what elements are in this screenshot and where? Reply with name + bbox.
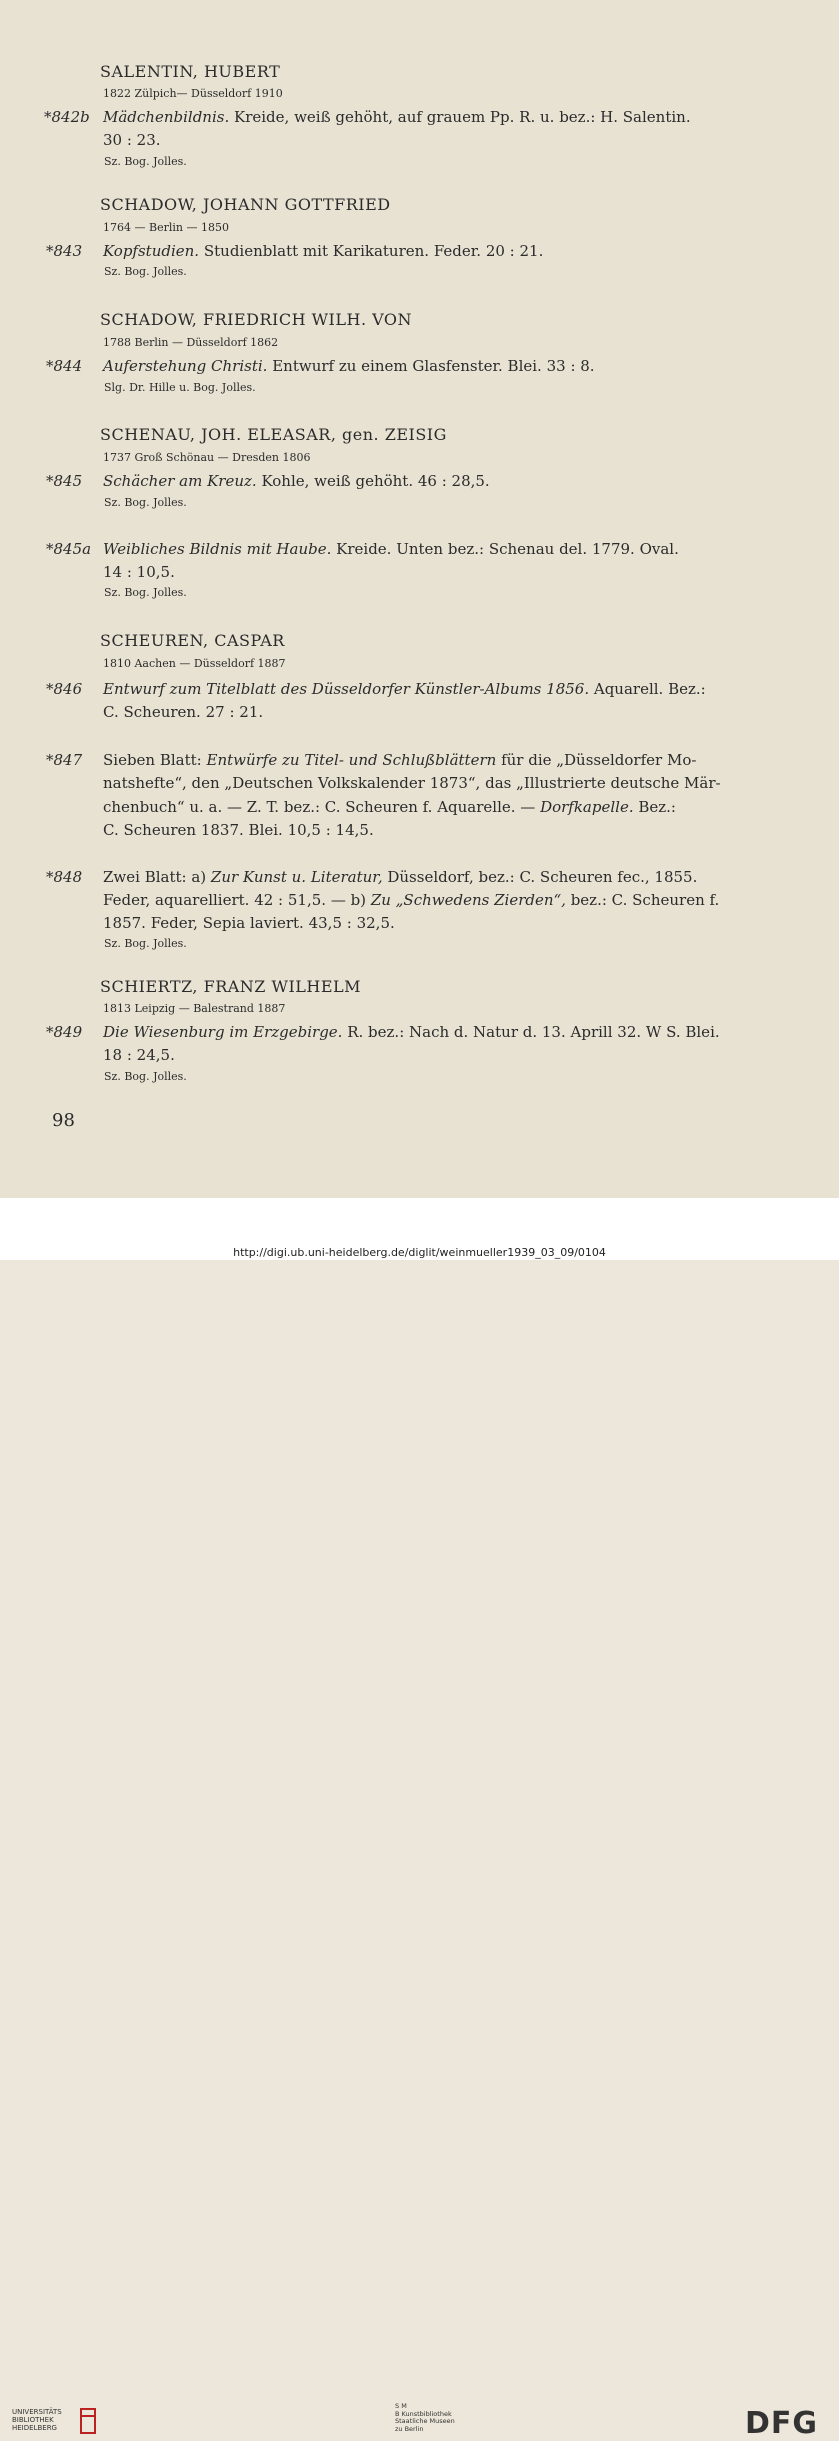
lot-number: *845a [46,540,92,558]
lot-provenance: Sz. Bog. Jolles. [104,937,187,950]
lot-description: Sieben Blatt: Entwürfe zu Titel- und Schlußblättern für die „Düsseldorfer Mo- [103,751,697,769]
lot-number: *849 [46,1023,83,1041]
artist-name: SCHADOW, JOHANN GOTTFRIED [100,195,391,214]
lot-description-cont: 14 : 10,5. [103,563,175,581]
lot-title: Zur Kunst u. Literatur, [210,868,383,886]
lot-description-cont: C. Scheuren 1837. Blei. 10,5 : 14,5. [103,821,374,839]
lot-title: Mädchenbildnis. [103,108,230,126]
lot-number: *842b [44,108,90,126]
lot-description: Zwei Blatt: a) Zur Kunst u. Literatur, Düsseldorf, bez.: C. Scheuren fec., 1855. [103,868,698,886]
artist-dates: 1737 Groß Schönau — Dresden 1806 [103,451,311,464]
lot-description-cont: chenbuch“ u. a. — Z. T. bez.: C. Scheuren f. Aquarelle. — Dorfkapelle. Bez.: [103,798,676,816]
page-number: 98 [52,1110,75,1131]
lot-title: Entwürfe zu Titel- und Schlußblättern [206,751,497,769]
lot-number: *847 [46,751,83,769]
artist-dates: 1788 Berlin — Düsseldorf 1862 [103,336,279,349]
lot-description: Schächer am Kreuz. Kohle, weiß gehöht. 46 : 28,5. [103,472,490,490]
lot-title: Auferstehung Christi. [103,357,268,375]
artist-name: SALENTIN, HUBERT [100,62,281,81]
artist-name: SCHENAU, JOH. ELEASAR, gen. ZEISIG [100,425,447,444]
lot-description: Entwurf zum Titelblatt des Düsseldorfer Künstler-Albums 1856. Aquarell. Bez.: [103,680,706,698]
lot-provenance: Sz. Bog. Jolles. [104,586,187,599]
lot-description-cont: 30 : 23. [103,131,161,149]
lot-description-cont: 18 : 24,5. [103,1046,175,1064]
university-library-logo[interactable]: UNIVERSITÄTS BIBLIOTHEK HEIDELBERG [12,2408,62,2432]
artist-dates: 1813 Leipzig — Balestrand 1887 [103,1002,286,1015]
lot-provenance: Sz. Bog. Jolles. [104,265,187,278]
lot-title: Schächer am Kreuz. [103,472,257,490]
lot-description: Die Wiesenburg im Erzgebirge. R. bez.: Nach d. Natur d. 13. Aprill 32. W S. Blei. [103,1023,720,1041]
lot-number: *843 [46,242,83,260]
page-url[interactable]: http://digi.ub.uni-heidelberg.de/diglit/weinmueller1939_03_09/0104 [0,1246,839,1260]
lot-number: *844 [46,357,83,375]
lot-description-cont: Feder, aquarelliert. 42 : 51,5. — b) Zu „Schwedens Zierden“, bez.: C. Scheuren f. [103,891,720,909]
lot-number: *845 [46,472,83,490]
lot-description: Auferstehung Christi. Entwurf zu einem Glasfenster. Blei. 33 : 8. [103,357,595,375]
lot-provenance: Sz. Bog. Jolles. [104,496,187,509]
artist-dates: 1810 Aachen — Düsseldorf 1887 [103,657,286,670]
lot-description-cont: 1857. Feder, Sepia laviert. 43,5 : 32,5. [103,914,395,932]
lot-title: Weibliches Bildnis mit Haube. [103,540,332,558]
lot-title: Die Wiesenburg im Erzgebirge. [103,1023,343,1041]
artist-name: SCHEUREN, CASPAR [100,631,285,650]
artist-name: SCHADOW, FRIEDRICH WILH. VON [100,310,413,329]
artist-name: SCHIERTZ, FRANZ WILHELM [100,977,362,996]
lot-description: Weibliches Bildnis mit Haube. Kreide. Unten bez.: Schenau del. 1779. Oval. [103,540,679,558]
artist-dates: 1822 Zülpich— Düsseldorf 1910 [103,87,283,100]
lot-description-cont: natshefte“, den „Deutschen Volkskalender 1873“, das „Illustrierte deutsche Mär- [103,774,721,792]
lot-provenance: Sz. Bog. Jolles. [104,155,187,168]
lot-provenance: Sz. Bog. Jolles. [104,1070,187,1083]
dfg-logo[interactable]: DFG [745,2406,819,2441]
lot-number: *848 [46,868,83,886]
lot-number: *846 [46,680,83,698]
lot-description-cont: C. Scheuren. 27 : 21. [103,703,264,721]
lot-title: Entwurf zum Titelblatt des Düsseldorfer Künstler-Albums 1856. [103,680,590,698]
lot-description: Kopfstudien. Studienblatt mit Karikaturen. Feder. 20 : 21. [103,242,544,260]
lot-description: Mädchenbildnis. Kreide, weiß gehöht, auf grauem Pp. R. u. bez.: H. Salentin. [103,108,691,126]
lot-title: Kopfstudien. [103,242,200,260]
library-emblem-icon [78,2406,100,2436]
smb-logo[interactable]: S M B Kunstbibliothek Staatliche Museen zu Berlin [395,2402,455,2433]
lot-provenance: Slg. Dr. Hille u. Bog. Jolles. [104,381,256,394]
artist-dates: 1764 — Berlin — 1850 [103,221,229,234]
catalog-page [0,0,839,1198]
